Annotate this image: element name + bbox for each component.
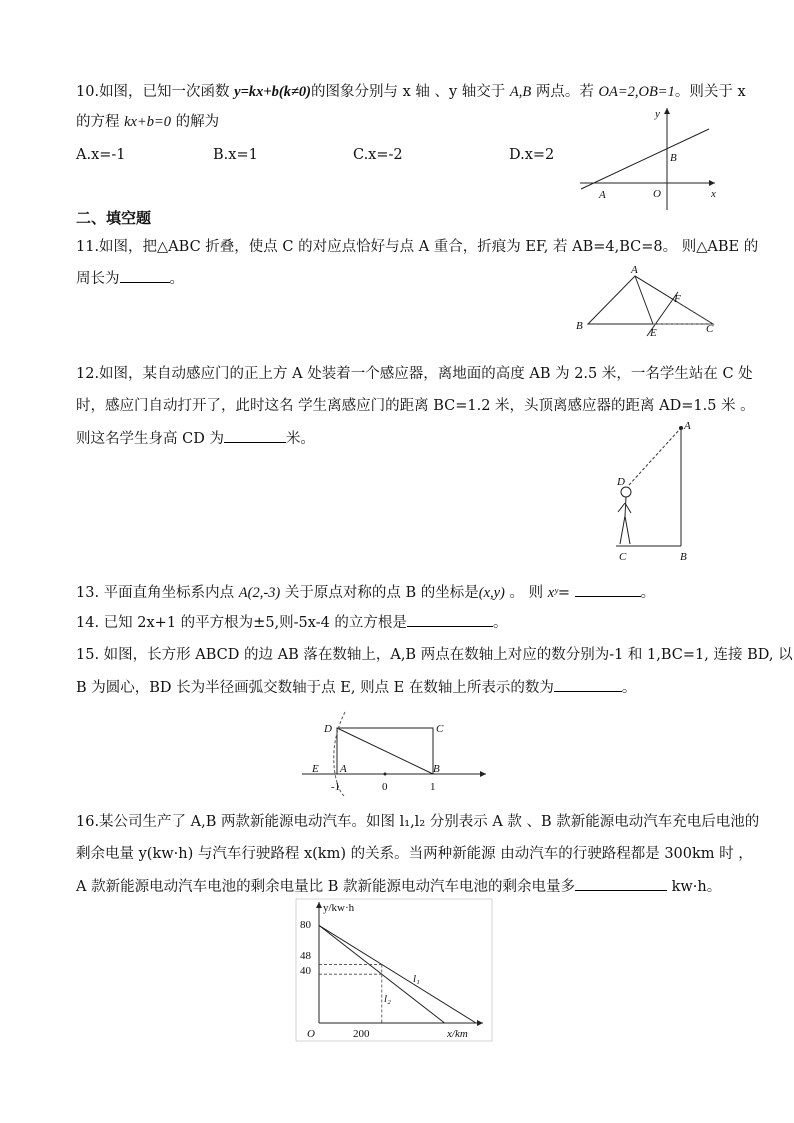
section-title: 二、填空题	[76, 209, 152, 227]
fig10-label-x: x	[711, 188, 716, 200]
chart-frame	[296, 899, 492, 1041]
q10-option-b[interactable]: B.x=1	[213, 147, 258, 163]
fig15-tick-neg1: -1	[331, 781, 341, 793]
fig10-label-o: O	[653, 188, 661, 200]
series-label-l1: l₁	[413, 973, 420, 985]
q10-option-c[interactable]: C.x=-2	[353, 147, 403, 163]
q12-line2: 时，感应门自动打开了，此时这名 学生离感应门的距离 BC=1.2 米，头顶离感应器的距离 AD=1.5 米 。	[76, 398, 755, 414]
q12-line1: 12.如图，某自动感应门的正上方 A 处装着一个感应器，离地面的高度 AB 为 2.5 米，一名学生站在 C 处	[76, 366, 753, 382]
fig15-label-c: C	[436, 723, 444, 735]
number-line-arrow	[480, 771, 486, 777]
q16-line3: A 款新能源电动汽车电池的剩余电量比 B 款新能源电动汽车电池的剩余电量多 kw·h。	[76, 876, 721, 897]
chart-ytick-40: 40	[300, 965, 311, 977]
q11-line1: 11.如图，把△ABC 折叠，使点 C 的对应点恰好与点 A 重合，折痕为 EF, 若 AB=4,BC=8。 则△ABE 的	[76, 239, 759, 255]
q11-figure	[573, 262, 723, 340]
chart-xlabel: x/km	[447, 1028, 468, 1040]
q11-answer-blank[interactable]	[120, 268, 170, 283]
q13-answer-blank[interactable]	[575, 582, 641, 597]
diagonal-bd	[337, 728, 433, 774]
chart-origin-label: O	[307, 1028, 315, 1040]
fig15-tick-1: 1	[430, 781, 436, 793]
student-head	[621, 487, 631, 497]
x-axis-arrow	[709, 180, 715, 186]
series-label-l2: l₂	[384, 993, 391, 1005]
q12-answer-blank[interactable]	[224, 428, 286, 443]
q16-chart	[295, 898, 495, 1044]
q12-line3: 则这名学生身高 CD 为 米。	[76, 428, 315, 449]
y-axis-arrow	[664, 108, 670, 114]
sight-line	[629, 429, 680, 485]
q15-line2: B 为圆心，BD 长为半径画弧交数轴于点 E, 则点 E 在数轴上所表示的数为 。	[76, 677, 636, 698]
segment-ae	[635, 276, 653, 324]
fig11-label-a: A	[631, 264, 638, 276]
fig10-label-y: y	[655, 108, 660, 120]
fig15-label-e: E	[312, 763, 319, 775]
q15-figure	[300, 712, 490, 796]
chart-ytick-48: 48	[300, 950, 311, 962]
fig11-label-f: F	[674, 293, 681, 305]
q16-answer-blank[interactable]	[575, 876, 667, 891]
q10-option-d[interactable]: D.x=2	[509, 147, 555, 163]
x-axis-arrow	[477, 1020, 483, 1026]
fig10-label-b: B	[670, 152, 677, 164]
chart-ylabel: y/kw·h	[323, 902, 355, 914]
fig10-label-a: A	[599, 189, 606, 201]
function-line	[581, 129, 709, 189]
fig11-label-e: E	[650, 327, 657, 339]
q12-figure	[610, 415, 702, 565]
student-body	[618, 497, 631, 544]
fig12-label-a: A	[684, 420, 691, 432]
fig15-label-b: B	[433, 763, 440, 775]
origin-point	[384, 773, 387, 776]
fig15-label-a: A	[340, 763, 347, 775]
q16-line2: 剩余电量 y(kw·h) 与汽车行驶路程 x(km) 的关系。当两种新能源 由动汽车的行驶路程都是 300km 时 ，	[76, 846, 753, 862]
fig11-label-c: C	[706, 323, 714, 335]
q15-line1: 15. 如图，长方形 ABCD 的边 AB 落在数轴上，A,B 两点在数轴上对应的数分别为-1 和 1,BC=1, 连接 BD, 以	[76, 647, 793, 663]
q13-line: 13. 平面直角坐标系内点 A(2,-3) 关于原点对称的点 B 的坐标是(x,y) 。 则 xʸ= 。	[76, 582, 655, 603]
y-axis-arrow	[316, 902, 322, 908]
fig15-tick-0: 0	[382, 781, 388, 793]
fig12-label-d: D	[617, 476, 625, 488]
chart-ytick-80: 80	[300, 919, 311, 931]
q15-answer-blank[interactable]	[554, 677, 622, 692]
q16-line1: 16.某公司生产了 A,B 两款新能源电动汽车。如图 l₁,l₂ 分别表示 A 款 、B 款新能源电动汽车充电后电池的	[76, 814, 760, 830]
fig15-label-d: D	[324, 723, 332, 735]
q10-line2: 的方程 kx+b=0 的解为	[76, 114, 220, 130]
series-line-1	[319, 925, 476, 1023]
q10-option-a[interactable]: A.x=-1	[76, 147, 126, 163]
q11-line2: 周长为 。	[76, 268, 184, 289]
fig11-label-b: B	[576, 320, 583, 332]
q14-answer-blank[interactable]	[407, 612, 493, 627]
sensor-point	[679, 426, 683, 430]
q10-figure	[575, 105, 725, 213]
q10-line1: 10.如图，已知一次函数 y=kx+b(k≠0)的图象分别与 x 轴 、y 轴交于 A,B 两点。若 OA=2,OB=1。则关于 x	[76, 84, 746, 100]
chart-xtick-200: 200	[353, 1028, 370, 1040]
q14-line: 14. 已知 2x+1 的平方根为±5,则-5x-4 的立方根是 。	[76, 612, 507, 633]
fig12-label-b: B	[680, 551, 687, 563]
fig12-label-c: C	[619, 551, 627, 563]
